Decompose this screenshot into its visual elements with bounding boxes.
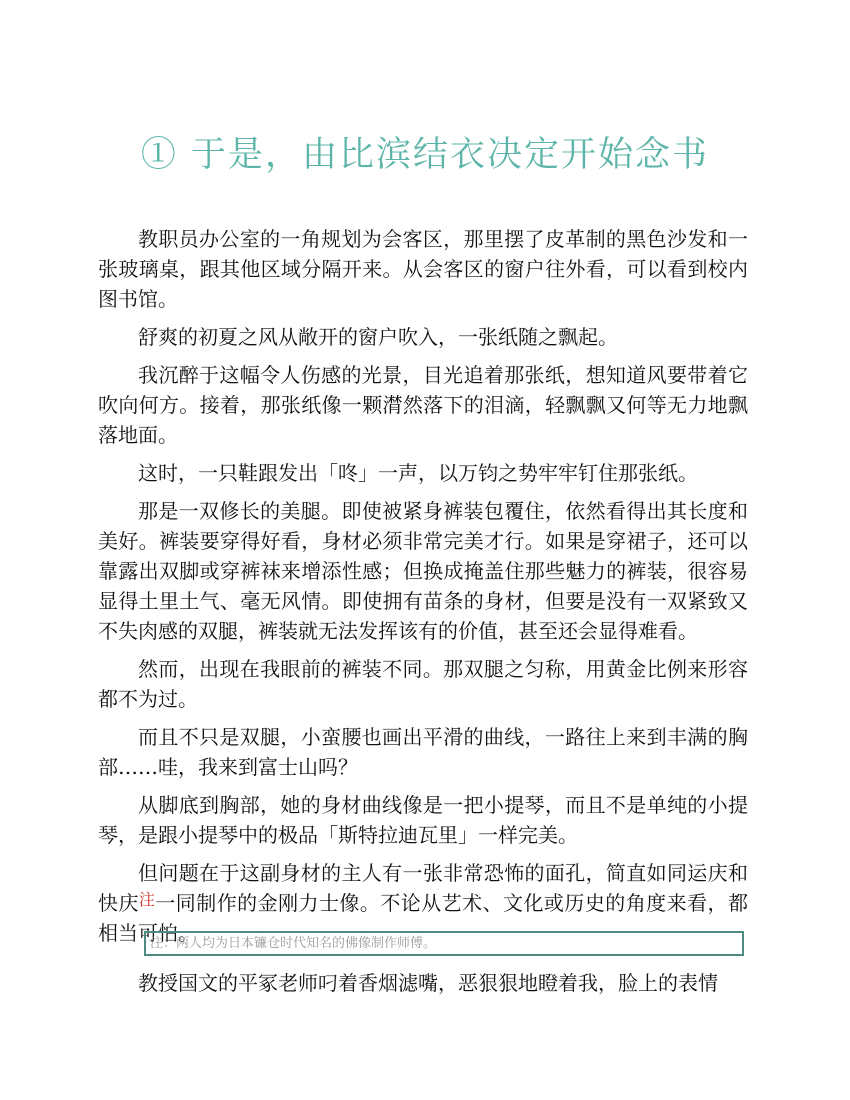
tail-text: [98, 968, 748, 1006]
paragraph: 教授国文的平冢老师叼着香烟滤嘴，恶狠狠地瞪着我，脸上的表情: [138, 971, 718, 995]
body-text: [98, 224, 748, 956]
chapter-title: ① 于是，由比滨结衣决定开始念书: [140, 135, 710, 175]
footnote-marker[interactable]: 注: [138, 890, 156, 909]
paragraph: 教职员办公室的一角规划为会客区，那里摆了皮革制的黑色沙发和一张玻璃桌，跟其他区域分隔开来。从会客区的窗户往外看，可以看到校内图书馆。: [98, 227, 748, 311]
paragraph: 舒爽的初夏之风从敞开的窗户吹入，一张纸随之飘起。: [138, 325, 618, 349]
paragraph: 我沉醉于这幅令人伤感的光景，目光追着那张纸，想知道风要带着它吹向何方。接着，那张纸像一颗潸然落下的泪滴，轻飘飘又何等无力地飘落地面。: [98, 363, 748, 447]
paragraph: 而且不只是双腿，小蛮腰也画出平滑的曲线，一路往上来到丰满的胸部……哇，我来到富士山吗？: [98, 725, 748, 779]
paragraph: 那是一双修长的美腿。即使被紧身裤装包覆住，依然看得出其长度和美好。裤装要穿得好看，身材必须非常完美才行。如果是穿裙子，还可以靠露出双脚或穿裤袜来增添性感；但换成掩盖住那些魅力的裤装，很容易显得土里土气、毫无风情。即使拥有苗条的身材，但要是没有一双紧致又不失肉感的双腿，裤装就无法发挥该有的价值，甚至还会显得难看。: [98, 499, 748, 643]
footnote-box: 注：两人均为日本镰仓时代知名的佛像制作师傅。: [144, 931, 744, 956]
note-paragraph-after: 一同制作的金刚力士像。不论从艺术、文化或历史的角度来看，都相当可怕。: [98, 891, 748, 945]
paragraph: 这时，一只鞋跟发出「咚」一声，以万钧之势牢牢钉住那张纸。: [138, 461, 698, 485]
note-paragraph-before: 但问题在于这副身材的主人有一张非常恐怖的面孔，简直如同运庆和快庆: [98, 861, 748, 915]
paragraph: 从脚底到胸部，她的身材曲线像是一把小提琴，而且不是单纯的小提琴，是跟小提琴中的极品「斯特拉迪瓦里」一样完美。: [98, 793, 748, 847]
paragraph: 然而，出现在我眼前的裤装不同。那双腿之匀称，用黄金比例来形容都不为过。: [98, 657, 748, 711]
